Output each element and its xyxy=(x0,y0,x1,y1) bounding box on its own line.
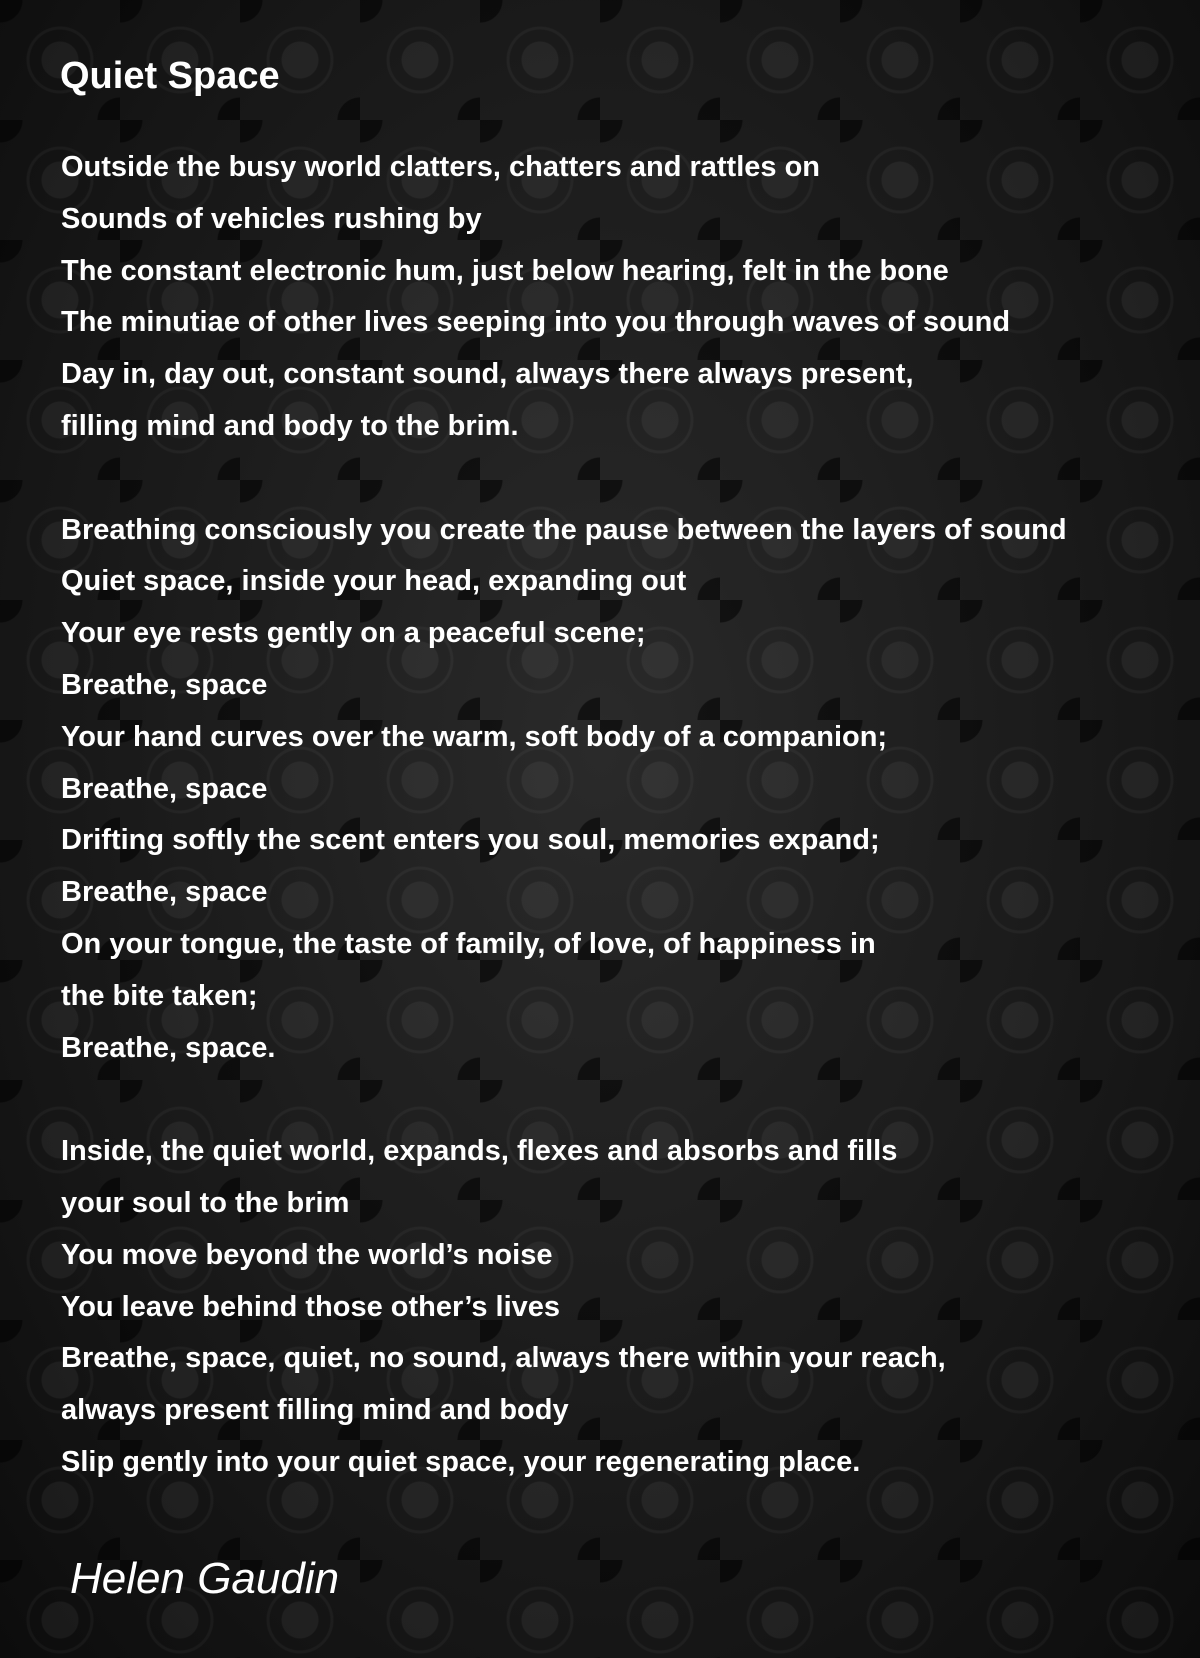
poem-line: the bite taken; xyxy=(61,979,258,1012)
poem-line: On your tongue, the taste of family, of love, of happiness in xyxy=(61,927,876,960)
poem-line: always present filling mind and body xyxy=(61,1394,569,1427)
poem-line: Breathe, space. xyxy=(61,1031,276,1064)
poem-line: Day in, day out, constant sound, always there always present, xyxy=(61,358,914,391)
poem-line: Breathe, space xyxy=(61,668,268,701)
poem-line: Slip gently into your quiet space, your regenerating place. xyxy=(61,1445,861,1478)
poem-line: Breathe, space xyxy=(61,772,268,805)
poem-line: Inside, the quiet world, expands, flexes and absorbs and fills xyxy=(61,1135,898,1168)
poem-line: Your hand curves over the warm, soft body of a companion; xyxy=(61,720,888,753)
poem-title: Quiet Space xyxy=(60,55,280,97)
poem-line: Breathe, space, quiet, no sound, always there within your reach, xyxy=(61,1342,946,1375)
poem-line: Breathing consciously you create the pause between the layers of sound xyxy=(61,513,1067,546)
poem-line: Quiet space, inside your head, expanding out xyxy=(61,565,687,598)
poem-line: filling mind and body to the brim. xyxy=(61,409,519,442)
poem-line: Sounds of vehicles rushing by xyxy=(61,202,482,235)
poem-line: You leave behind those other’s lives xyxy=(61,1290,561,1323)
stanza xyxy=(61,505,1067,1075)
poem-author: Helen Gaudin xyxy=(70,1554,340,1603)
poem-line: The constant electronic hum, just below hearing, felt in the bone xyxy=(61,254,949,287)
poem-line: Breathe, space xyxy=(61,876,268,909)
poem-line: You move beyond the world’s noise xyxy=(61,1238,553,1271)
poem-line: Outside the busy world clatters, chatters and rattles on xyxy=(61,151,821,183)
poem-line: your soul to the brim xyxy=(61,1186,350,1219)
poem-body xyxy=(61,142,1067,1541)
stanza xyxy=(61,142,1067,453)
poem-line: The minutiae of other lives seeping into you through waves of sound xyxy=(61,306,1011,339)
poem-line: Your eye rests gently on a peaceful scene; xyxy=(61,617,646,650)
stanza xyxy=(61,1126,1067,1489)
poem-line: Drifting softly the scent enters you soul, memories expand; xyxy=(61,824,880,857)
